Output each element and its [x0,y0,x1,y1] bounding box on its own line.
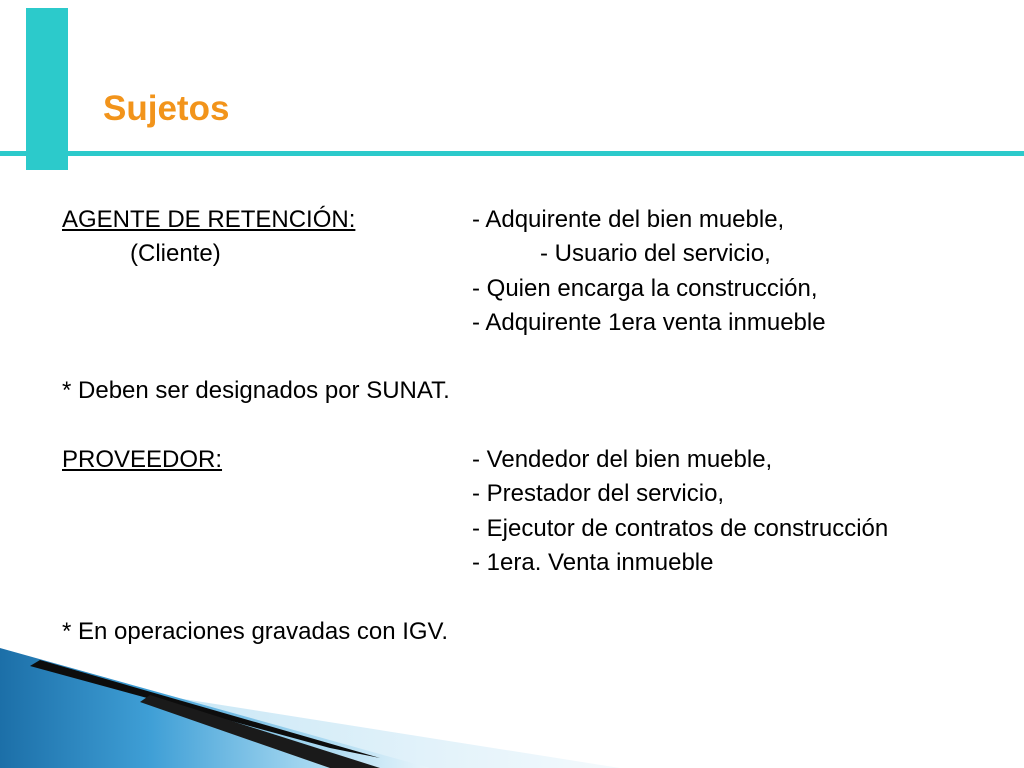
agente-sublabel: (Cliente) [130,240,221,268]
agente-item: - Usuario del servicio, [540,240,771,268]
deco-blue-band [0,648,430,768]
slide-title: Sujetos [103,89,230,128]
agente-row-2 [62,237,1002,271]
agente-item: - Adquirente del bien mueble, [472,206,785,233]
agente-row-1 [62,203,1002,237]
proveedor-item: - 1era. Venta inmueble [472,548,714,576]
proveedor-label: PROVEEDOR: [62,446,223,474]
slide-body [62,203,1002,649]
agente-row-3 [62,272,1002,306]
proveedor-row-4 [62,546,1002,580]
proveedor-item: - Ejecutor de contratos de construcción [472,514,889,542]
agente-row-4 [62,306,1002,340]
accent-bar [26,8,68,170]
proveedor-row-2 [62,477,1002,511]
agente-item: - Quien encarga la construcción, [472,274,818,302]
proveedor-item: - Prestador del servicio, [472,480,725,508]
agente-label: AGENTE DE RETENCIÓN: [62,206,356,233]
agente-item: - Adquirente 1era venta inmueble [472,308,826,336]
proveedor-row-1 [62,443,1002,477]
proveedor-item: - Vendedor del bien mueble, [472,446,773,474]
note-igv: * En operaciones gravadas con IGV. [62,617,449,645]
note-sunat: * Deben ser designados por SUNAT. [62,377,450,405]
proveedor-row-3 [62,512,1002,546]
header-rule [0,151,1024,156]
bottom-decoration [0,640,1024,768]
